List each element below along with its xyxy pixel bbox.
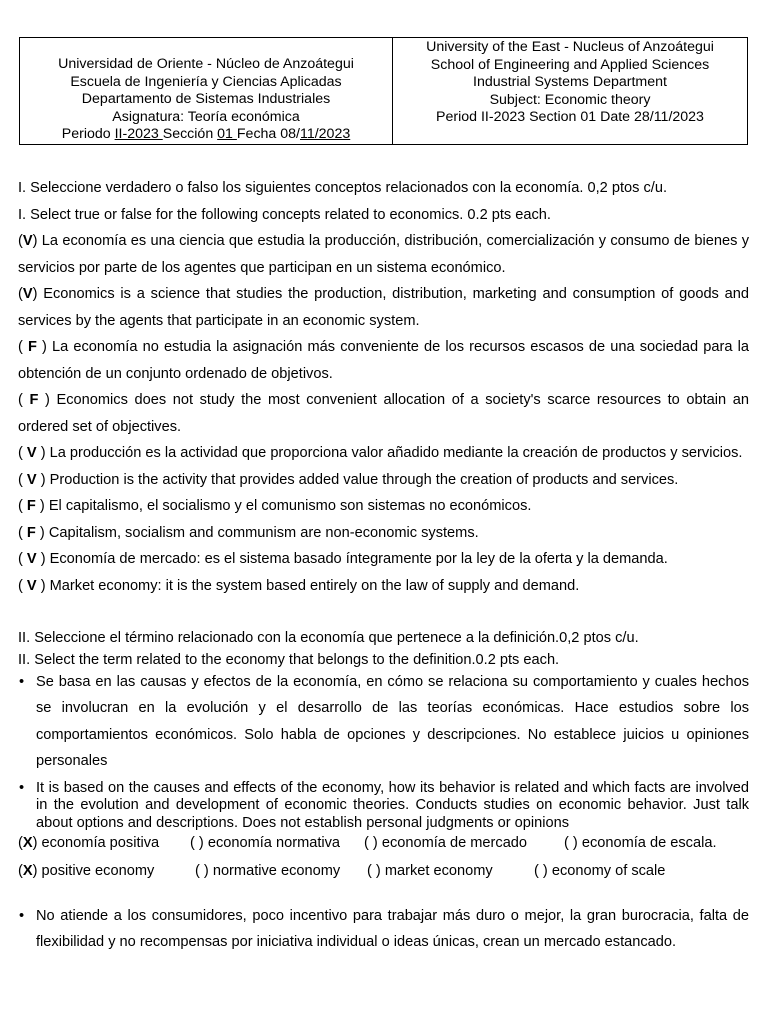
header-english	[393, 38, 748, 145]
header-department-en: Industrial Systems Department	[473, 74, 667, 91]
answer-mark: X	[22, 863, 33, 880]
tf-item: ( V ) La producción es la actividad que proporciona valor añadido mediante la creación de productos y servicios.	[18, 445, 743, 461]
header-period-line-en: Period II-2023 Section 01 Date 28/11/2023	[436, 109, 704, 126]
spacer	[18, 599, 749, 625]
spacer	[18, 885, 749, 903]
tf-item: ( F ) Economics does not study the most convenient allocation of a society's scarce resources to obtain an ordered set of objectives.	[18, 392, 750, 435]
answer-mark: V	[26, 577, 37, 594]
answer-mark: F	[29, 392, 39, 408]
header-subject-en: Subject: Economic theory	[489, 91, 651, 108]
options-row-en	[18, 858, 749, 885]
tf-item: ( V ) Market economy: it is the system based entirely on the law of supply and demand.	[18, 577, 580, 594]
tf-item: ( V ) Economía de mercado: es el sistema basado íntegramente por la ley de la oferta y la demanda.	[18, 551, 668, 567]
answer-mark: F	[26, 498, 36, 514]
header-department-es: Departamento de Sistemas Industriales	[81, 91, 331, 108]
date-value: 11/2023	[300, 126, 351, 143]
option-positive-es[interactable]: (X) economía positiva	[18, 832, 190, 854]
definition-bullet-es: • Se basa en las causas y efectos de la economía, en cómo se relaciona su comportamiento y cuales hechos se involucran en la evolución y el desarrollo de las teorías económicas. Hace estudios sobre los comportamientos económicos. Solo habla de opciones y descripciones. No establece juicios u opiniones personales	[18, 669, 749, 775]
answer-mark: F	[27, 339, 37, 355]
header-school-es: Escuela de Ingeniería y Ciencias Aplicadas	[70, 73, 342, 90]
answer-mark: V	[26, 445, 37, 461]
answer-mark: F	[26, 524, 36, 541]
option-market-en[interactable]: ( ) market economy	[367, 863, 493, 880]
section1-title-en: I. Select true or false for the following concepts related to economics. 0.2 pts each.	[18, 206, 551, 223]
tf-item: ( V ) Production is the activity that provides added value through the creation of products and services.	[18, 471, 679, 488]
section2-title-es: II. Seleccione el término relacionado con la economía que pertenece a la definición.0,2 ptos c/u.	[18, 630, 639, 646]
section1-title-es: I. Seleccione verdadero o falso los siguientes conceptos relacionados con la economía. 0,2 ptos c/u.	[18, 180, 668, 196]
option-scale-en[interactable]: ( ) economy of scale	[534, 863, 666, 880]
answer-mark: V	[22, 233, 33, 249]
header-period-line-es: Periodo II-2023 Sección 01 Fecha 08/11/2023	[61, 126, 351, 143]
section-value: 01	[217, 126, 237, 143]
header-spanish	[20, 38, 393, 145]
tf-item: ( F ) Capitalism, socialism and communism are non-economic systems.	[18, 524, 479, 541]
header-table	[19, 37, 748, 145]
section2-title-en: II. Select the term related to the economy that belongs to the definition.0.2 pts each.	[18, 651, 560, 668]
tf-item: (V) Economics is a science that studies the production, distribution, marketing and consumption of goods and services by the agents that participate in an economic system.	[18, 286, 749, 329]
definition-bullet-en: • It is based on the causes and effects of the economy, how its behavior is related and which facts are involved in the evolution and development of economic theories. Conducts studies on economic behavior. Just talk about options and descriptions. Does not establish personal judgments or opinions	[18, 780, 749, 833]
tf-item: (V) La economía es una ciencia que estudia la producción, distribución, comercialización y consumo de bienes y servicios por parte de los agentes que participan en un sistema económico.	[18, 233, 750, 276]
option-scale-es[interactable]: ( ) economía de escala.	[564, 835, 717, 852]
tf-item: ( F ) El capitalismo, el socialismo y el comunismo son sistemas no económicos.	[18, 498, 532, 514]
answer-mark: V	[26, 551, 37, 567]
header-university-es: Universidad de Oriente - Núcleo de Anzoátegui	[58, 56, 354, 72]
period-value: II-2023	[114, 126, 163, 143]
header-university-en: University of the East - Nucleus of Anzoátegui	[426, 39, 714, 55]
document-body	[18, 175, 749, 956]
header-subject-es: Asignatura: Teoría económica	[112, 108, 300, 125]
options-row-es	[18, 832, 749, 854]
definition-bullet-es-2: • No atiende a los consumidores, poco incentivo para trabajar más duro o mejor, la gran burocracia, falta de flexibilidad y no recompensas por iniciativa individual o ideas únicas, crean un mercado estancado.	[18, 903, 749, 956]
answer-mark: V	[22, 286, 33, 302]
tf-item: ( F ) La economía no estudia la asignación más conveniente de los recursos escasos de una sociedad para la obtención de un conjunto ordenado de objetivos.	[18, 339, 749, 382]
option-normative-en[interactable]: ( ) normative economy	[195, 863, 341, 880]
option-normative-es[interactable]: ( ) economía normativa	[190, 835, 341, 852]
option-positive-en[interactable]: (X) positive economy	[18, 858, 195, 885]
answer-mark: V	[26, 471, 37, 488]
option-market-es[interactable]: ( ) economía de mercado	[364, 835, 528, 852]
header-school-en: School of Engineering and Applied Sciences	[430, 56, 710, 73]
answer-mark: X	[22, 835, 33, 852]
